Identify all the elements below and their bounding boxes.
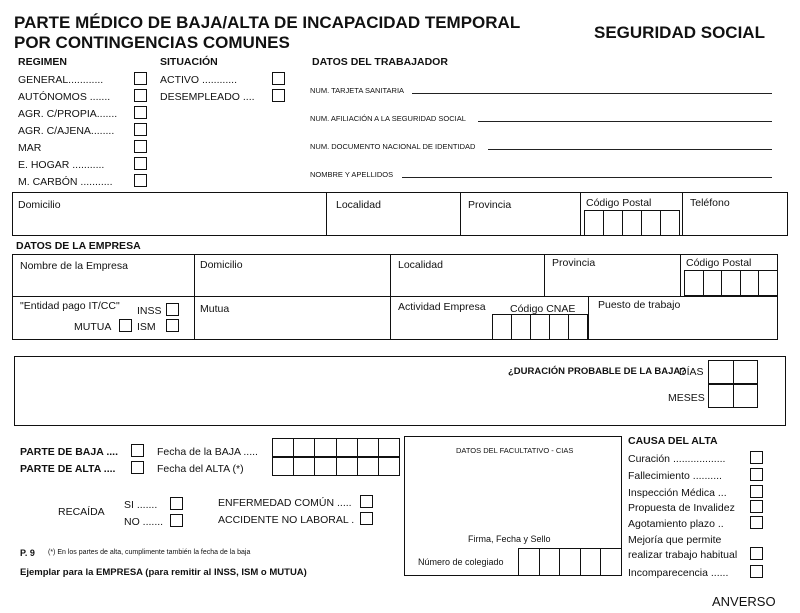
dni-label: NUM. DOCUMENTO NACIONAL DE IDENTIDAD [310, 142, 476, 151]
fecha-alta-label: Fecha del ALTA (*) [157, 463, 244, 475]
causa-curacion-label: Curación .................. [628, 453, 726, 465]
empresa-codigo-postal-cells[interactable] [684, 270, 778, 296]
form-code: P. 9 [20, 548, 35, 558]
footer-note: (*) En los partes de alta, cumplimente también la fecha de la baja [48, 549, 251, 556]
afiliacion-field[interactable] [478, 121, 772, 122]
causa-curacion-checkbox[interactable] [750, 451, 763, 464]
numero-colegiado-cells[interactable] [518, 548, 622, 576]
situacion-activo-checkbox[interactable] [272, 72, 285, 85]
causa-inspeccion-checkbox[interactable] [750, 485, 763, 498]
regimen-mar-checkbox[interactable] [134, 140, 147, 153]
regimen-agr-propia-checkbox[interactable] [134, 106, 147, 119]
ism-checkbox[interactable] [166, 319, 179, 332]
puesto-trabajo-label: Puesto de trabajo [598, 299, 681, 311]
mutua-label: Mutua [200, 303, 230, 315]
causa-agotamiento-label: Agotamiento plazo .. [628, 518, 724, 530]
causa-invalidez-checkbox[interactable] [750, 500, 763, 513]
codigo-postal-cells[interactable] [584, 210, 680, 236]
recaida-no-checkbox[interactable] [170, 514, 183, 527]
enfermedad-comun-label: ENFERMEDAD COMÚN ..... [218, 497, 352, 509]
firma-fecha-sello-label: Firma, Fecha y Sello [468, 534, 551, 544]
mutua-checkbox[interactable] [119, 319, 132, 332]
nombre-apellidos-field[interactable] [402, 177, 772, 178]
inss-checkbox[interactable] [166, 303, 179, 316]
causa-mejoria-label: Mejoría que permite [628, 534, 722, 546]
empresa-codigo-postal-label: Código Postal [686, 257, 752, 269]
ism-label: ISM [137, 321, 156, 333]
regimen-agr-ajena-label: AGR. C/AJENA........ [18, 125, 115, 137]
mutua-checkbox-label: MUTUA [74, 321, 112, 333]
anverso-label: ANVERSO [712, 594, 776, 609]
recaida-si-label: SI ....... [124, 499, 158, 511]
causa-incomparecencia-label: Incomparecencia ...... [628, 567, 729, 579]
situacion-activo-label: ACTIVO ............ [160, 74, 238, 86]
recaida-label: RECAÍDA [58, 506, 105, 518]
cnae-label: Código CNAE [510, 303, 576, 315]
trabajador-heading: DATOS DEL TRABAJADOR [312, 56, 448, 68]
regimen-e-hogar-checkbox[interactable] [134, 157, 147, 170]
facultativo-heading: DATOS DEL FACULTATIVO - CIAS [456, 446, 574, 455]
regimen-m-carbon-label: M. CARBÓN ........... [18, 176, 113, 188]
actividad-empresa-label: Actividad Empresa [398, 301, 486, 313]
situacion-desempleado-label: DESEMPLEADO .... [160, 91, 255, 103]
regimen-general-label: GENERAL............ [18, 74, 104, 86]
regimen-autonomos-checkbox[interactable] [134, 89, 147, 102]
causa-agotamiento-checkbox[interactable] [750, 516, 763, 529]
regimen-m-carbon-checkbox[interactable] [134, 174, 147, 187]
tarjeta-sanitaria-field[interactable] [412, 93, 772, 94]
meses-label: MESES [668, 392, 705, 404]
accidente-no-laboral-label: ACCIDENTE NO LABORAL . [218, 514, 355, 526]
parte-alta-checkbox[interactable] [131, 461, 144, 474]
recaida-si-checkbox[interactable] [170, 497, 183, 510]
numero-colegiado-label: Número de colegiado [418, 557, 504, 567]
causa-alta-heading: CAUSA DEL ALTA [628, 435, 718, 447]
inss-label: INSS [137, 305, 162, 317]
dias-label: DÍAS [679, 366, 704, 378]
dni-field[interactable] [488, 149, 772, 150]
fecha-baja-label: Fecha de la BAJA ..... [157, 446, 258, 458]
fecha-alta-cells[interactable] [272, 457, 400, 476]
empresa-localidad-label: Localidad [398, 259, 443, 271]
situacion-desempleado-checkbox[interactable] [272, 89, 285, 102]
telefono-label: Teléfono [690, 197, 730, 209]
entidad-pago-label: "Entidad pago IT/CC" [20, 300, 120, 312]
empresa-nombre-label: Nombre de la Empresa [20, 260, 128, 272]
empresa-domicilio-label: Domicilio [200, 259, 243, 271]
causa-fallecimiento-label: Fallecimiento .......... [628, 470, 722, 482]
causa-mejoria-label-2: realizar trabajo habitual [628, 549, 738, 561]
regimen-heading: REGIMEN [18, 56, 68, 68]
regimen-general-checkbox[interactable] [134, 72, 147, 85]
brand-seguridad-social: SEGURIDAD SOCIAL [594, 23, 765, 42]
causa-inspeccion-label: Inspección Médica ... [628, 487, 727, 499]
regimen-agr-propia-label: AGR. C/PROPIA....... [18, 108, 118, 120]
regimen-mar-label: MAR [18, 142, 42, 154]
causa-fallecimiento-checkbox[interactable] [750, 468, 763, 481]
empresa-provincia-label: Provincia [552, 257, 596, 269]
form-title-line1: PARTE MÉDICO DE BAJA/ALTA DE INCAPACIDAD TEMPORAL [14, 13, 521, 32]
situacion-heading: SITUACIÓN [160, 56, 218, 68]
nombre-apellidos-label: NOMBRE Y APELLIDOS [310, 170, 394, 179]
empresa-heading: DATOS DE LA EMPRESA [16, 240, 141, 252]
parte-baja-checkbox[interactable] [131, 444, 144, 457]
causa-incomparecencia-checkbox[interactable] [750, 565, 763, 578]
regimen-autonomos-label: AUTÓNOMOS ....... [18, 91, 111, 103]
tarjeta-sanitaria-label: NUM. TARJETA SANITARIA [310, 86, 405, 95]
causa-mejoria-checkbox[interactable] [750, 547, 763, 560]
ejemplar-label: Ejemplar para la EMPRESA (para remitir al INSS, ISM o MUTUA) [20, 567, 307, 578]
dias-cells[interactable] [708, 360, 758, 384]
accidente-no-laboral-checkbox[interactable] [360, 512, 373, 525]
regimen-e-hogar-label: E. HOGAR ........... [18, 159, 105, 171]
enfermedad-comun-checkbox[interactable] [360, 495, 373, 508]
fecha-baja-cells[interactable] [272, 438, 400, 457]
afiliacion-label: NUM. AFILIACIÓN A LA SEGURIDAD SOCIAL [310, 114, 466, 123]
form-title-line2: POR CONTINGENCIAS COMUNES [14, 33, 290, 52]
causa-invalidez-label: Propuesta de Invalidez [628, 502, 735, 514]
regimen-agr-ajena-checkbox[interactable] [134, 123, 147, 136]
localidad-label: Localidad [336, 199, 381, 211]
domicilio-label: Domicilio [18, 199, 61, 211]
cnae-cells[interactable] [492, 314, 588, 340]
meses-cells[interactable] [708, 384, 758, 408]
recaida-no-label: NO ....... [124, 516, 164, 528]
codigo-postal-label: Código Postal [586, 197, 652, 209]
parte-alta-label: PARTE DE ALTA .... [20, 463, 116, 475]
duracion-label: ¿DURACIÓN PROBABLE DE LA BAJA? [508, 366, 687, 377]
parte-baja-label: PARTE DE BAJA .... [20, 446, 119, 458]
provincia-label: Provincia [468, 199, 512, 211]
